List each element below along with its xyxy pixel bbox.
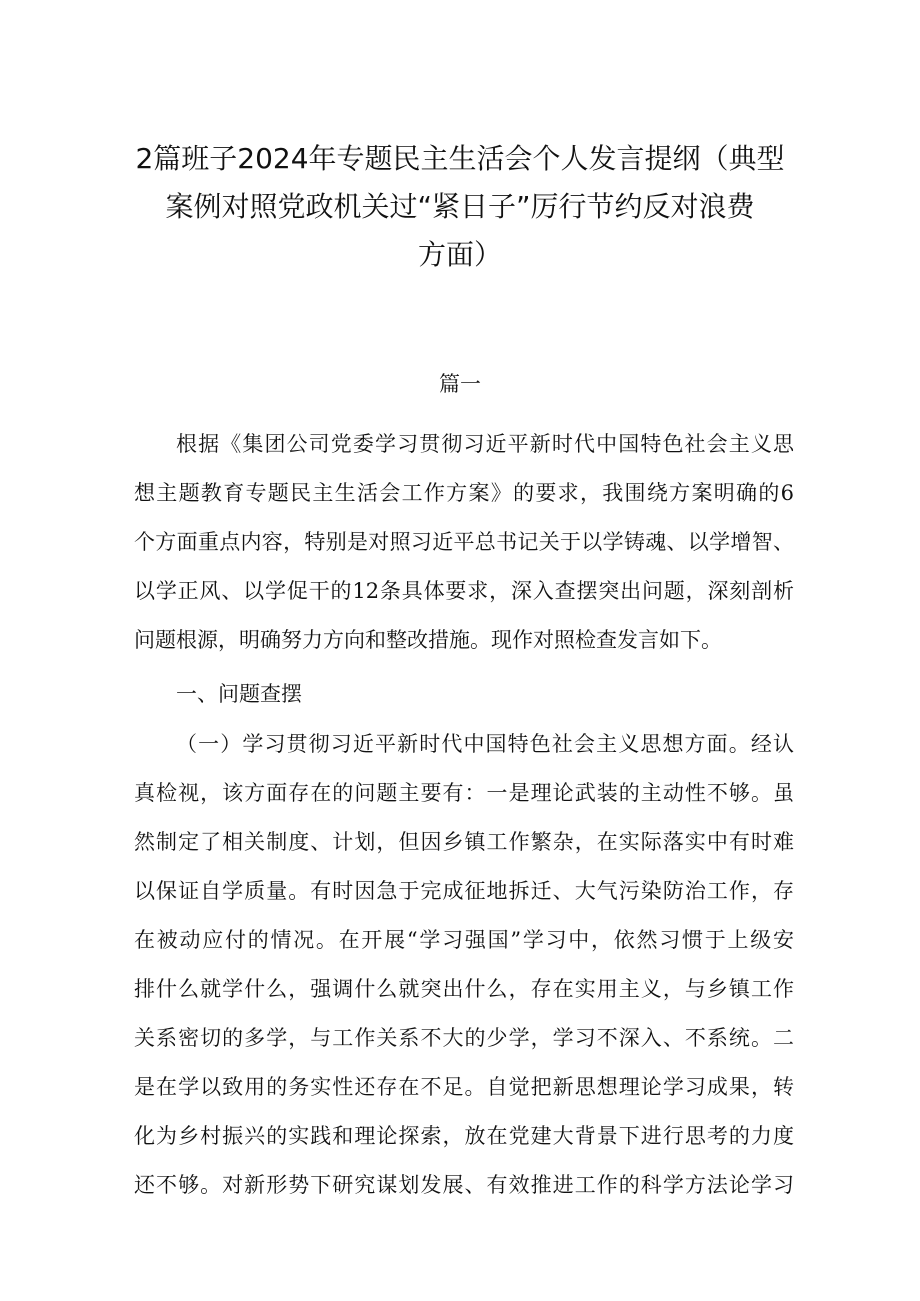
heading-problem-review: [134, 670, 794, 719]
document-title: [100, 135, 820, 279]
heading-text: 一、问题查摆: [176, 682, 302, 706]
paragraph-line: 个方面重点内容，特别是对照习近平总书记关于以学铸魂、以学增智、: [134, 530, 794, 554]
paragraph-line: 然制定了相关制度、计划，但因乡镇工作繁杂，在实际落实中有时难: [134, 830, 794, 854]
paragraph-line: 以学正风、以学促干的12条具体要求，深入查摆突出问题，深刻剖析: [134, 579, 794, 603]
paragraph-line: 排什么就学什么，强调什么就突出什么，存在实用主义，与乡镇工作: [134, 977, 794, 1001]
title-line-3: 方面）: [417, 238, 502, 271]
paragraph-line: （一）学习贯彻习近平新时代中国特色社会主义思想方面。经认: [176, 732, 794, 756]
title-line-2: 案例对照党政机关过“紧日子”厉行节约反对浪费: [165, 190, 755, 223]
paragraph-line: 是在学以致用的务实性还存在不足。自觉把新思想理论学习成果，转: [134, 1075, 794, 1099]
section-label: 篇一: [439, 372, 481, 396]
paragraph-line: 在被动应付的情况。在开展“学习强国”学习中，依然习惯于上级安: [134, 928, 794, 952]
paragraph-line: 根据《集团公司党委学习贯彻习近平新时代中国特色社会主义思: [176, 432, 794, 456]
paragraph-line: 还不够。对新形势下研究谋划发展、有效推进工作的科学方法论学习: [134, 1173, 794, 1197]
paragraph-line: 以保证自学质量。有时因急于完成征地拆迁、大气污染防治工作，存: [134, 879, 794, 903]
paragraph-line: 关系密切的多学，与工作关系不大的少学，学习不深入、不系统。二: [134, 1026, 794, 1050]
paragraph-2: [134, 720, 794, 1210]
paragraph-line: 真检视，该方面存在的问题主要有：一是理论武装的主动性不够。虽: [134, 781, 794, 805]
paragraph-line: 化为乡村振兴的实践和理论探索，放在党建大背景下进行思考的力度: [134, 1124, 794, 1148]
paragraph-line: 想主题教育专题民主生活会工作方案》的要求，我围绕方案明确的6: [134, 481, 794, 505]
paragraph-1: [134, 420, 794, 665]
paragraph-line: 问题根源，明确努力方向和整改措施。现作对照检查发言如下。: [134, 628, 722, 652]
title-line-1: 2篇班子2024年专题民主生活会个人发言提纲（典型: [135, 142, 785, 175]
